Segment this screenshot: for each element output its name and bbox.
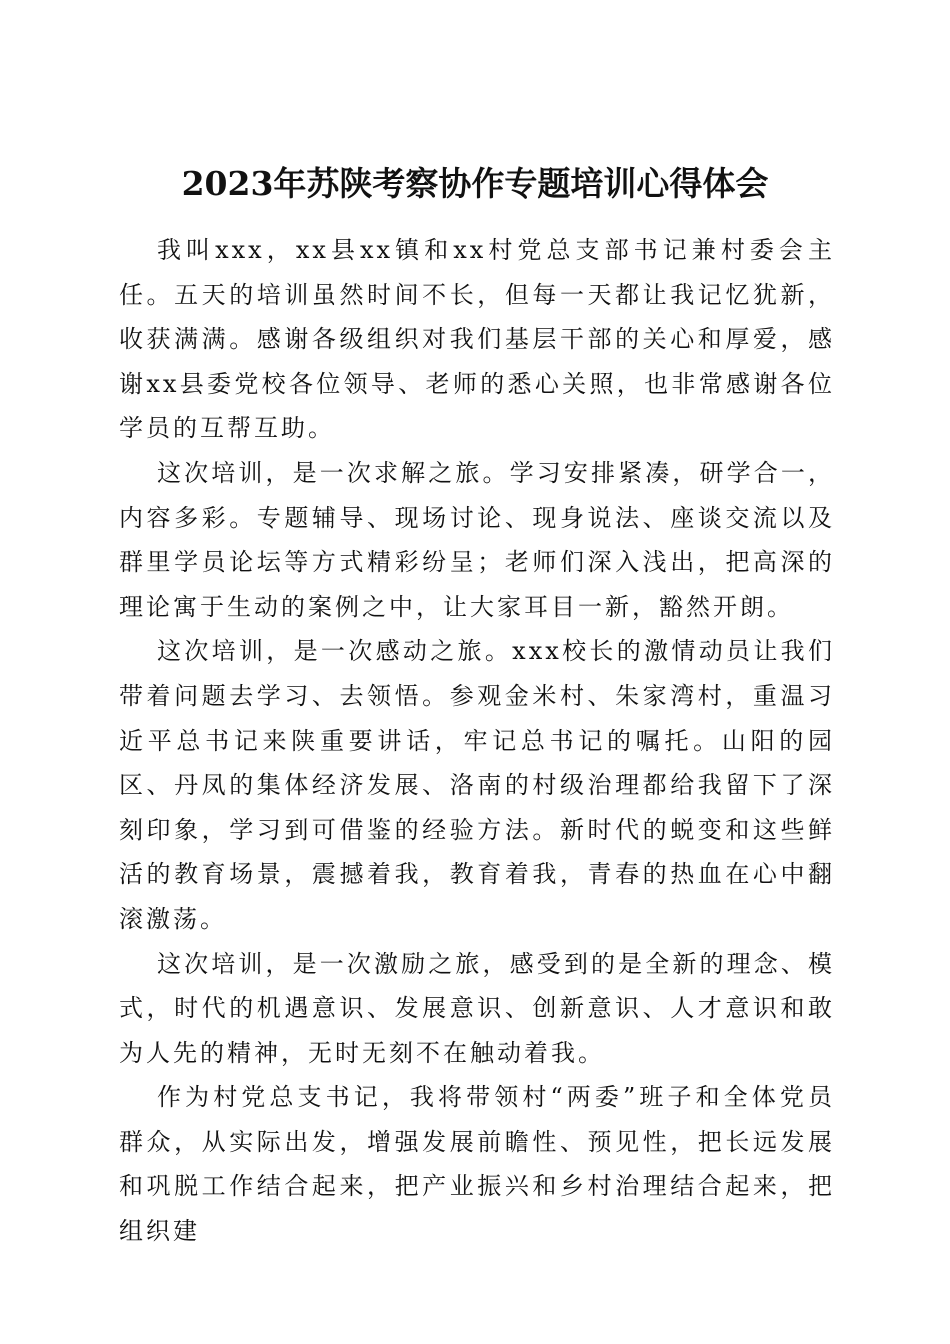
- paragraph-touching-journey: 这次培训，是一次感动之旅。xxx校长的激情动员让我们带着问题去学习、去领悟。参观金米村、朱家湾村，重温习近平总书记来陕重要讲话，牢记总书记的嘱托。山阳的园区、丹凤的集体经济发展、洛南的村级治理都给我留下了深刻印象，学习到可借鉴的经验方法。新时代的蜕变和这些鲜活的教育场景，震撼着我，教育着我，青春的热血在心中翻滚激荡。: [119, 637, 835, 933]
- paragraph-seeking-answers: 这次培训，是一次求解之旅。学习安排紧凑，研学合一，内容多彩。专题辅导、现场讨论、现身说法、座谈交流以及群里学员论坛等方式精彩纷呈；老师们深入浅出，把高深的理论寓于生动的案例之中，让大家耳目一新，豁然开朗。: [119, 458, 835, 621]
- paragraph-inspiring-journey: 这次培训，是一次激励之旅，感受到的是全新的理念、模式，时代的机遇意识、发展意识、创新意识、人才意识和敢为人先的精神，无时无刻不在触动着我。: [119, 949, 835, 1067]
- document-title: 2023年苏陕考察协作专题培训心得体会: [181, 164, 769, 204]
- paragraph-commitment: 作为村党总支书记，我将带领村“两委”班子和全体党员群众，从实际出发，增强发展前瞻性、预见性，把长远发展和巩脱工作结合起来，把产业振兴和乡村治理结合起来，把组织建: [119, 1083, 835, 1246]
- paragraph-introduction: 我叫xxx，xx县xx镇和xx村党总支部书记兼村委会主任。五天的培训虽然时间不长，但每一天都让我记忆犹新，收获满满。感谢各级组织对我们基层干部的关心和厚爱，感谢xx县委党校各位领导、老师的悉心关照，也非常感谢各位学员的互帮互助。: [119, 236, 835, 443]
- document-body: [119, 228, 835, 1254]
